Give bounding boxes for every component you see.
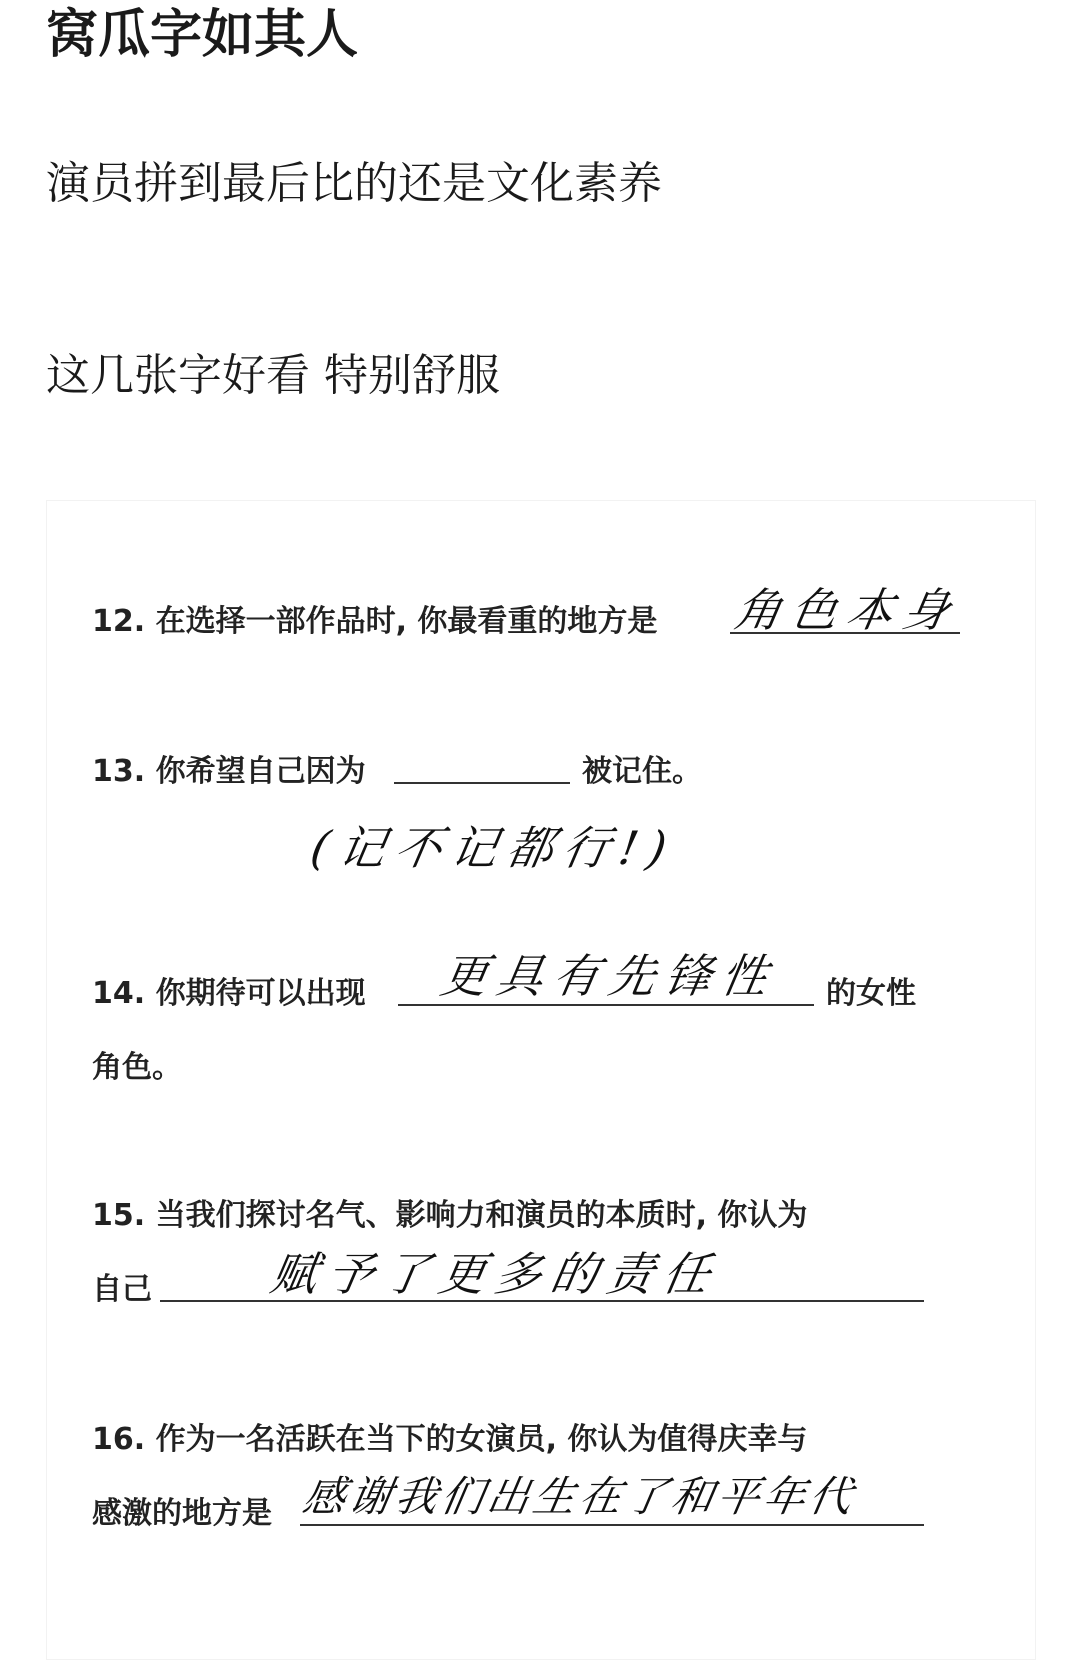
handwritten-answer-12: 角色本身: [730, 583, 965, 637]
answer-line-13: [394, 782, 570, 784]
handwritten-answer-13: (记不记都行!): [306, 821, 681, 875]
question-13-suffix: 被记住。: [582, 754, 702, 789]
handwritten-questionnaire-photo[interactable]: [46, 500, 1036, 1660]
question-12: 12. 在选择一部作品时, 你最看重的地方是: [92, 604, 658, 639]
question-14: 14. 你期待可以出现: [92, 976, 366, 1011]
question-15-line-2: 自己: [92, 1272, 152, 1307]
question-14-line-2: 角色。: [92, 1050, 182, 1085]
post-title: 窝瓜字如其人: [46, 5, 359, 65]
post-text-line-1: 演员拼到最后比的还是文化素养: [46, 158, 662, 209]
question-16: 16. 作为一名活跃在当下的女演员, 你认为值得庆幸与: [92, 1422, 808, 1457]
handwritten-answer-15: 赋予了更多的责任: [266, 1247, 725, 1301]
handwritten-answer-14: 更具有先锋性: [436, 949, 783, 1003]
post-text-line-2: 这几张字好看 特别舒服: [46, 350, 500, 401]
question-16-line-2: 感激的地方是: [92, 1496, 272, 1531]
answer-line-16: [300, 1524, 924, 1526]
question-15: 15. 当我们探讨名气、影响力和演员的本质时, 你认为: [92, 1198, 808, 1233]
question-13: 13. 你希望自己因为: [92, 754, 366, 789]
handwritten-answer-16: 感谢我们出生在了和平年代: [299, 1472, 860, 1521]
question-14-suffix: 的女性: [826, 976, 916, 1011]
